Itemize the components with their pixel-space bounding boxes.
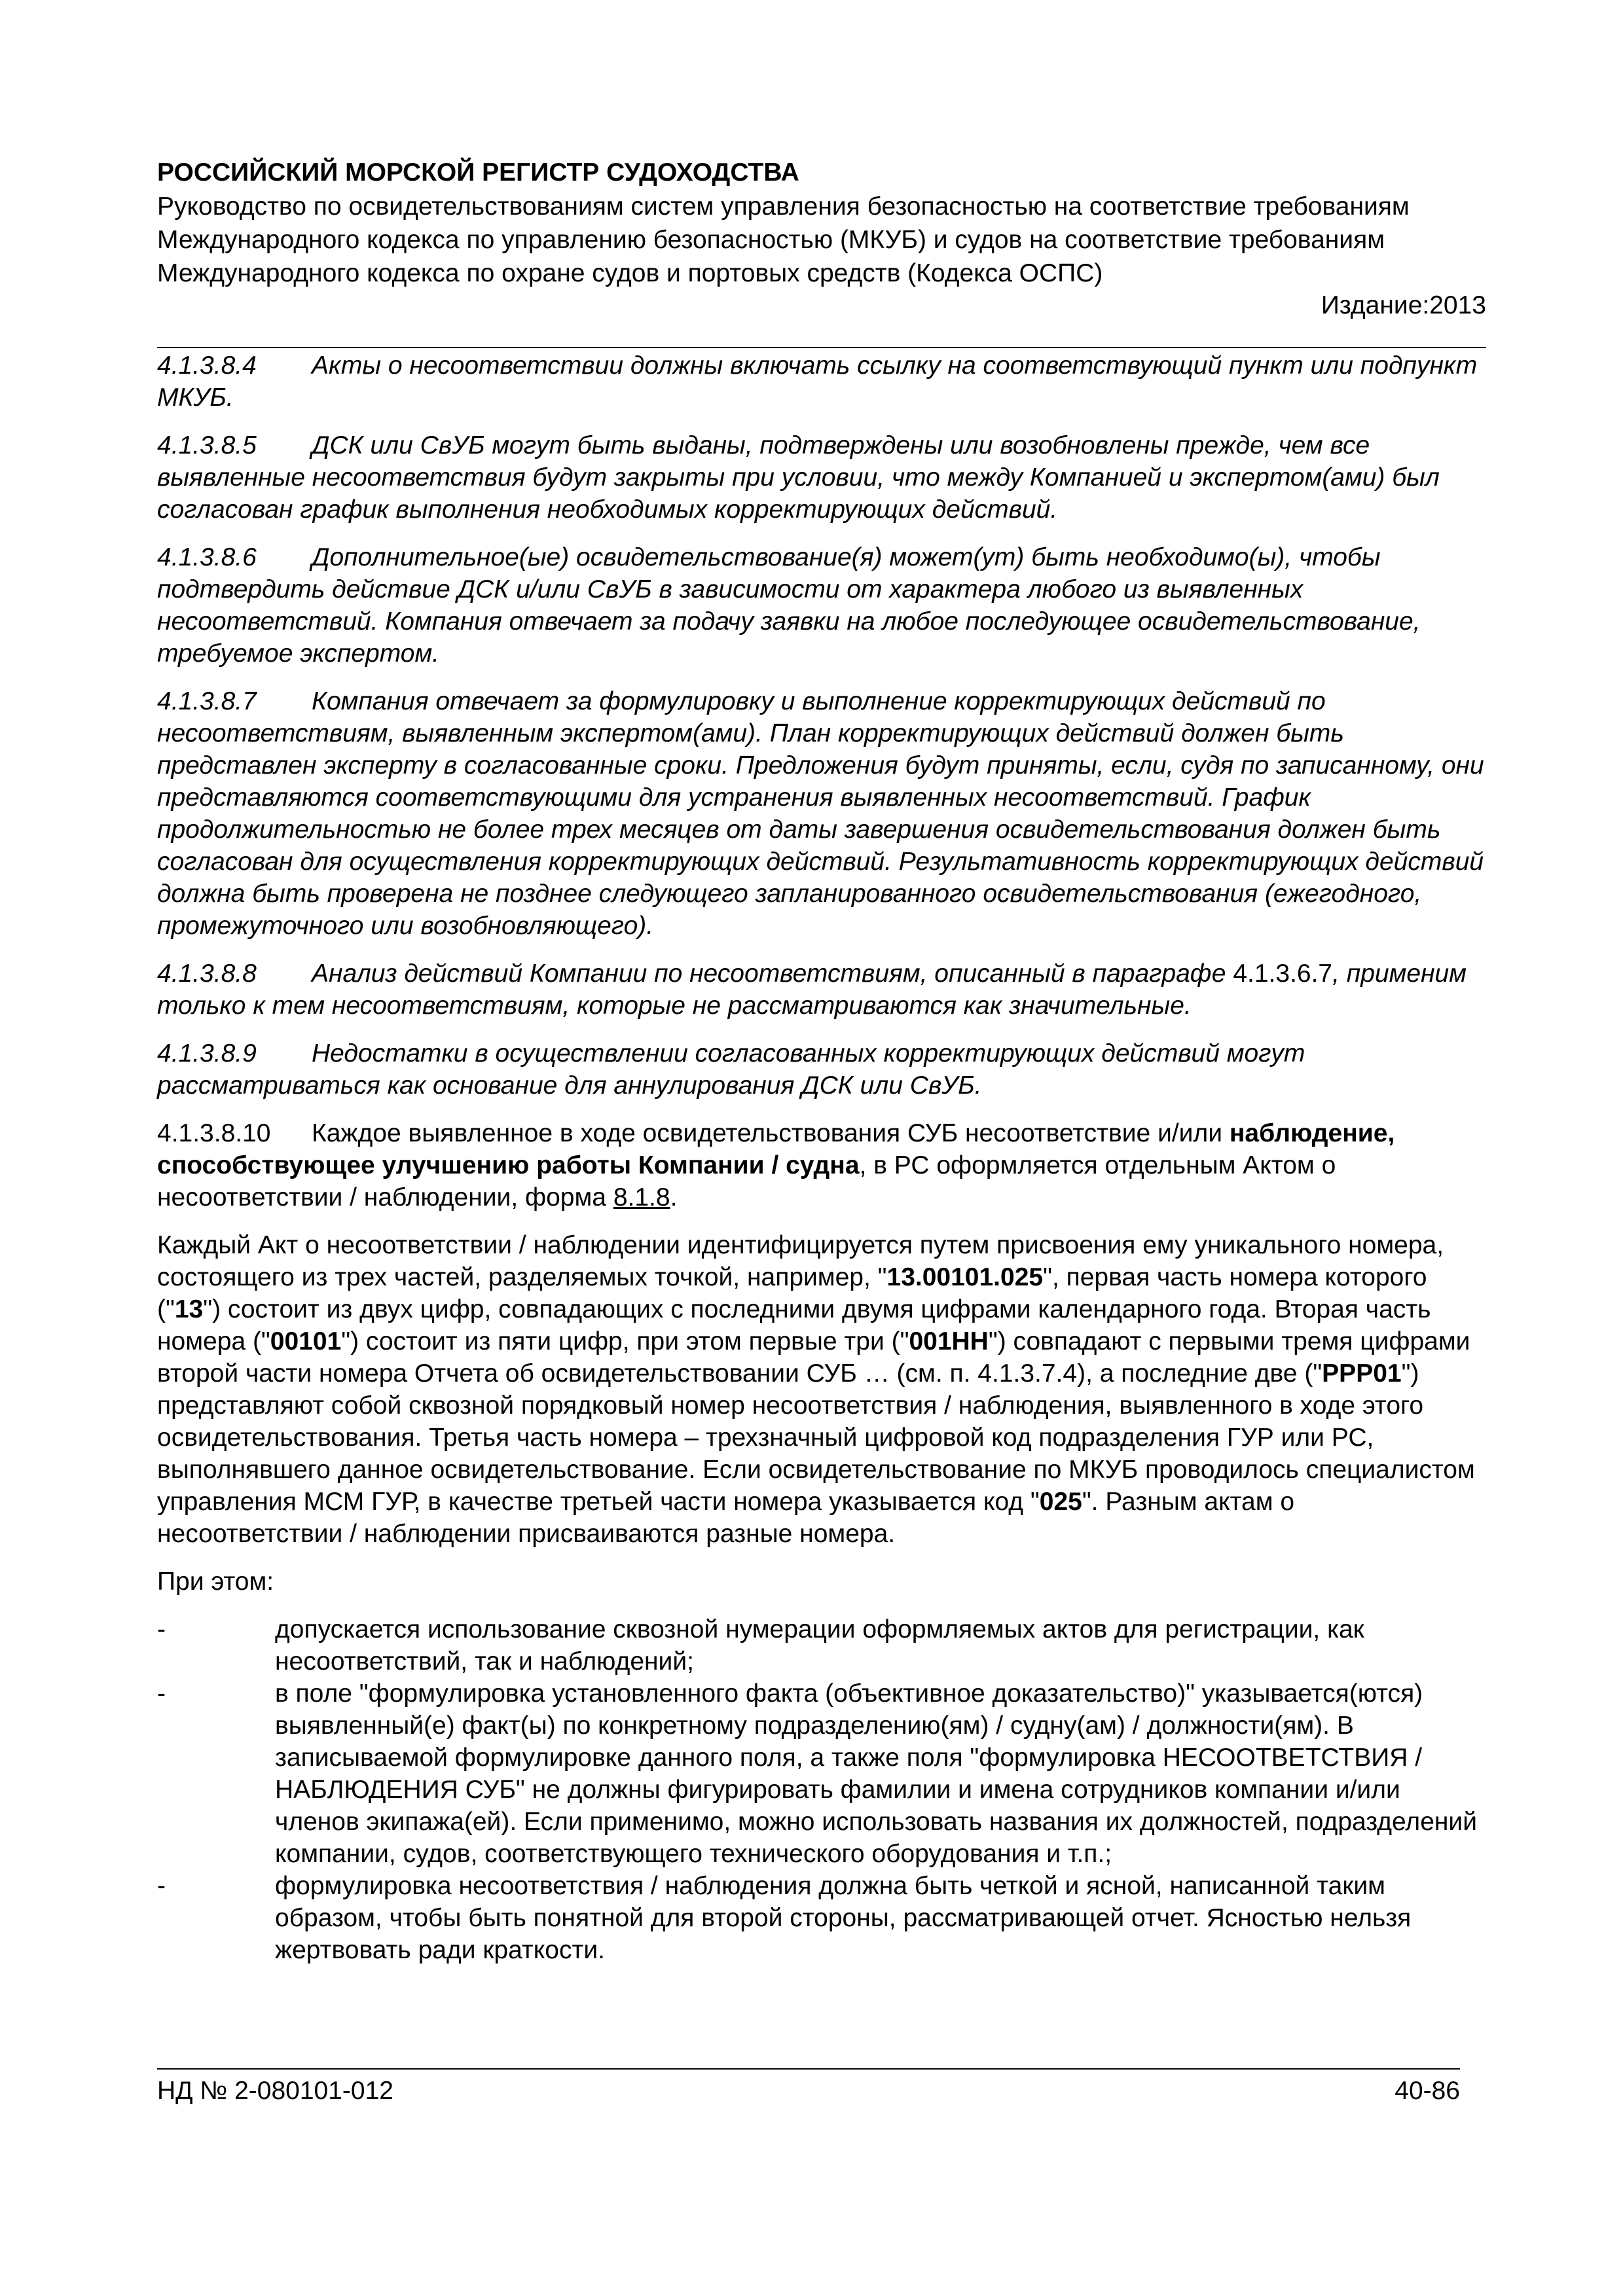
- list-item: [157, 1677, 1486, 1870]
- document-title: Руководство по освидетельствованиям систем управления безопасностью на соответствие требованиям Международного кодекса по управлению безопасностью (МКУБ) и судов на соответствие требованиям Международного кодекса по охране судов и портовых средств (Кодекса ОСПС): [157, 192, 1410, 287]
- section-4-1-3-8-9: [157, 1037, 1486, 1102]
- example-code-second: 00101: [270, 1327, 342, 1355]
- section-bold-text: наблюдение, способствующее улучшению работы Компании / судна: [157, 1119, 1395, 1179]
- numbering-text: ") состоит из двух цифр, совпадающих с последними двумя цифрами календарного года. Вторая часть номера (": [157, 1295, 1431, 1355]
- form-link[interactable]: 8.1.8: [613, 1183, 670, 1211]
- example-code-first3: 001НН: [909, 1327, 989, 1355]
- section-text: Каждое выявленное в ходе освидетельствования СУБ несоответствие и/или: [312, 1119, 1230, 1147]
- page-header: [157, 156, 1486, 323]
- section-number: 4.1.3.8.6: [157, 543, 257, 571]
- section-text: ДСК или СвУБ могут быть выданы, подтверждены или возобновлены прежде, чем все выявленные несоответствия будут закрыты при условии, что между Компанией и экспертом(ами) был согласован график выполнения необходимых корректирующих действий.: [157, 431, 1440, 524]
- section-text-cont: , применим только к тем несоответствиям, которые не рассматриваются как значительные.: [157, 960, 1467, 1020]
- document-body: [157, 350, 1486, 1966]
- section-text-end: .: [670, 1183, 678, 1211]
- section-number: 4.1.3.8.10: [157, 1119, 271, 1147]
- list-item-text: формулировка несоответствия / наблюдения должна быть четкой и ясной, написанной таким образом, чтобы быть понятной для второй стороны, рассматривающей отчет. Ясностью нельзя жертвовать ради краткости.: [275, 1872, 1412, 1964]
- numbering-text: ", первая часть номера которого (": [157, 1263, 1427, 1323]
- numbering-text: ") представляют собой сквозной порядковый номер несоответствия / наблюдения, выявленного в ходе этого освидетельствования. Третья часть номера – трехзначный цифровой код подразделения ГУР или РС, выполнявшего данное освидетельствование. Если освидетельствование по МКУБ проводилось специалистом управления МСМ ГУР, в качестве третьей части номера указывается код ": [157, 1359, 1475, 1516]
- section-4-1-3-8-4: [157, 350, 1486, 414]
- page-number: 40-86: [1395, 2077, 1460, 2105]
- section-text: Компания отвечает за формулировку и выполнение корректирующих действий по несоответствиям, выявленным экспертом(ами). План корректирующих действий должен быть представлен эксперту в согласованные сроки. Предложения будут приняты, если, судя по записанному, они представляются соответствующими для устранения выявленных несоответствий. График продолжительностью не более трех месяцев от даты завершения освидетельствования должен быть согласован для осуществления корректирующих действий. Результативность корректирующих действий должна быть проверена не позднее следующего запланированного освидетельствования (ежегодного, промежуточного или возобновляющего).: [157, 687, 1484, 940]
- example-code-third: 025: [1039, 1488, 1082, 1516]
- rules-list: [157, 1613, 1486, 1966]
- section-text: Дополнительное(ые) освидетельствование(я) может(ут) быть необходимо(ы), чтобы подтвердить действие ДСК и/или СвУБ в зависимости от характера любого из выявленных несоответствий. Компания отвечает за подачу заявки на любое последующее освидетельствование, требуемое экспертом.: [157, 543, 1421, 668]
- list-item-text: допускается использование сквозной нумерации оформляемых актов для регистрации, как несоответствий, так и наблюдений;: [275, 1615, 1364, 1676]
- section-number: 4.1.3.8.5: [157, 431, 257, 459]
- numbering-text: ". Разным актам о несоответствии / наблюдении присваиваются разные номера.: [157, 1488, 1295, 1548]
- footer-rule: [157, 2068, 1460, 2070]
- section-4-1-3-8-5: [157, 429, 1486, 526]
- section-number: 4.1.3.8.9: [157, 1039, 257, 1067]
- section-4-1-3-8-10: [157, 1117, 1486, 1213]
- section-number: 4.1.3.8.7: [157, 687, 257, 715]
- paragraph-reference: 4.1.3.6.7: [1233, 960, 1333, 988]
- list-dash: -: [157, 1872, 166, 1900]
- section-number: 4.1.3.8.4: [157, 351, 257, 380]
- section-text: Недостатки в осуществлении согласованных корректирующих действий могут рассматриваться как основание для аннулирования ДСК или СвУБ.: [157, 1039, 1305, 1100]
- list-item: [157, 1613, 1486, 1677]
- page-footer: [157, 2075, 1460, 2108]
- example-code: 13.00101.025: [886, 1263, 1044, 1291]
- document-number: НД № 2-080101-012: [157, 2077, 393, 2105]
- section-text: Акты о несоответствии должны включать ссылку на соответствующий пункт или подпункт МКУБ.: [157, 351, 1478, 412]
- section-4-1-3-8-7: [157, 685, 1486, 942]
- list-dash: -: [157, 1615, 166, 1643]
- example-code-last2: РРР01: [1322, 1359, 1402, 1388]
- header-rule: [157, 347, 1486, 348]
- section-text-cont: , в РС оформляется отдельным Актом о несоответствии / наблюдении, форма: [157, 1151, 1336, 1211]
- numbering-text: ") состоит из пяти цифр, при этом первые три (": [341, 1327, 909, 1355]
- numbering-paragraph: [157, 1229, 1486, 1550]
- section-number: 4.1.3.8.8: [157, 960, 257, 988]
- list-dash: -: [157, 1679, 166, 1708]
- numbering-text: Каждый Акт о несоответствии / наблюдении идентифицируется путем присвоения ему уникального номера, состоящего из трех частей, разделяемых точкой, например, ": [157, 1231, 1444, 1291]
- numbering-text: ") совпадают с первыми тремя цифрами второй части номера Отчета об освидетельствовании СУБ … (см. п. 4.1.3.7.4), а последние две (": [157, 1327, 1470, 1388]
- edition-label: Издание:2013: [1321, 291, 1486, 319]
- list-intro: При этом:: [157, 1568, 274, 1596]
- section-4-1-3-8-8: [157, 958, 1486, 1022]
- section-4-1-3-8-6: [157, 541, 1486, 670]
- list-item-text: в поле "формулировка установленного факта (объективное доказательство)" указывается(ются) выявленный(е) факт(ы) по конкретному подразделению(ям) / судну(ам) / должности(ям). В записываемой формулировке данного поля, а также поля "формулировка НЕСООТВЕТСТВИЯ / НАБЛЮДЕНИЯ СУБ" не должны фигурировать фамилии и имена сотрудников компании и/или членов экипажа(ей). Если применимо, можно использовать названия их должностей, подразделений компании, судов, соответствующего технического оборудования и т.п.;: [275, 1679, 1477, 1868]
- section-text: Анализ действий Компании по несоответствиям, описанный в параграфе: [312, 960, 1233, 988]
- example-code-year: 13: [174, 1295, 204, 1323]
- list-item: [157, 1870, 1486, 1966]
- organization-name: РОССИЙСКИЙ МОРСКОЙ РЕГИСТР СУДОХОДСТВА: [157, 158, 799, 187]
